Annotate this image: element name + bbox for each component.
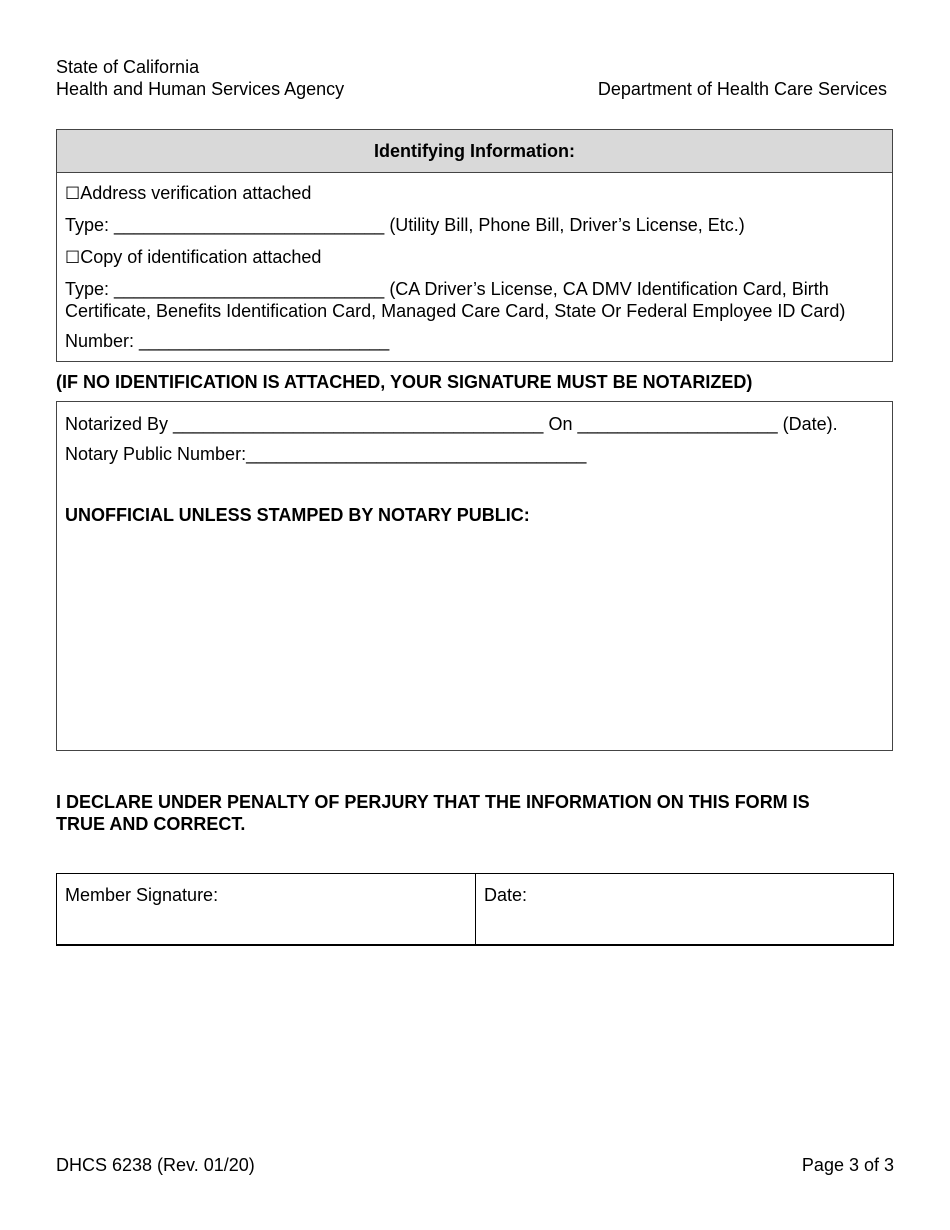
agency-name: Health and Human Services Agency <box>56 79 345 99</box>
identification-type-options: Certificate, Benefits Identification Card, Managed Care Card, State Or Federal Employee ID Card) <box>65 301 846 321</box>
date-field[interactable] <box>476 874 893 944</box>
address-type-line[interactable]: Type: ___________________________ (Utility Bill, Phone Bill, Driver’s License, Etc.) <box>65 215 745 235</box>
notary-box <box>56 401 893 751</box>
identifying-information-title: Identifying Information: <box>57 130 892 173</box>
page-number: Page 3 of 3 <box>801 1155 894 1175</box>
form-id: DHCS 6238 (Rev. 01/20) <box>56 1155 255 1175</box>
notary-public-number-line[interactable]: Notary Public Number:__________________________________ <box>65 444 587 464</box>
identification-number-line[interactable]: Number: _________________________ <box>65 331 390 351</box>
signature-table <box>56 873 894 946</box>
header-left <box>56 56 344 100</box>
address-verification-checkbox[interactable]: ☐ <box>65 184 81 204</box>
perjury-declaration <box>56 791 886 835</box>
declaration-line-1: I DECLARE UNDER PENALTY OF PERJURY THAT THE INFORMATION ON THIS FORM IS <box>56 792 810 812</box>
date-label: Date: <box>484 885 528 905</box>
copy-identification-row <box>65 246 321 269</box>
state-name: State of California <box>56 57 200 77</box>
identification-type-line[interactable]: Type: ___________________________ (CA Driver’s License, CA DMV Identification Card, Birth <box>65 279 829 299</box>
address-verification-row <box>65 182 311 205</box>
copy-identification-checkbox[interactable]: ☐ <box>65 248 81 268</box>
member-signature-label: Member Signature: <box>65 885 219 905</box>
notary-stamp-notice: UNOFFICIAL UNLESS STAMPED BY NOTARY PUBLIC: <box>65 505 530 525</box>
notary-requirement-note: (IF NO IDENTIFICATION IS ATTACHED, YOUR SIGNATURE MUST BE NOTARIZED) <box>56 372 753 392</box>
address-verification-label: Address verification attached <box>80 183 312 203</box>
declaration-line-2: TRUE AND CORRECT. <box>56 814 246 834</box>
department-name: Department of Health Care Services <box>597 79 887 99</box>
identifying-information-box <box>56 129 893 362</box>
copy-identification-label: Copy of identification attached <box>80 247 322 267</box>
notarized-by-line[interactable]: Notarized By _____________________________________ On ____________________ (Date). <box>65 414 838 434</box>
member-signature-field[interactable] <box>57 874 476 944</box>
